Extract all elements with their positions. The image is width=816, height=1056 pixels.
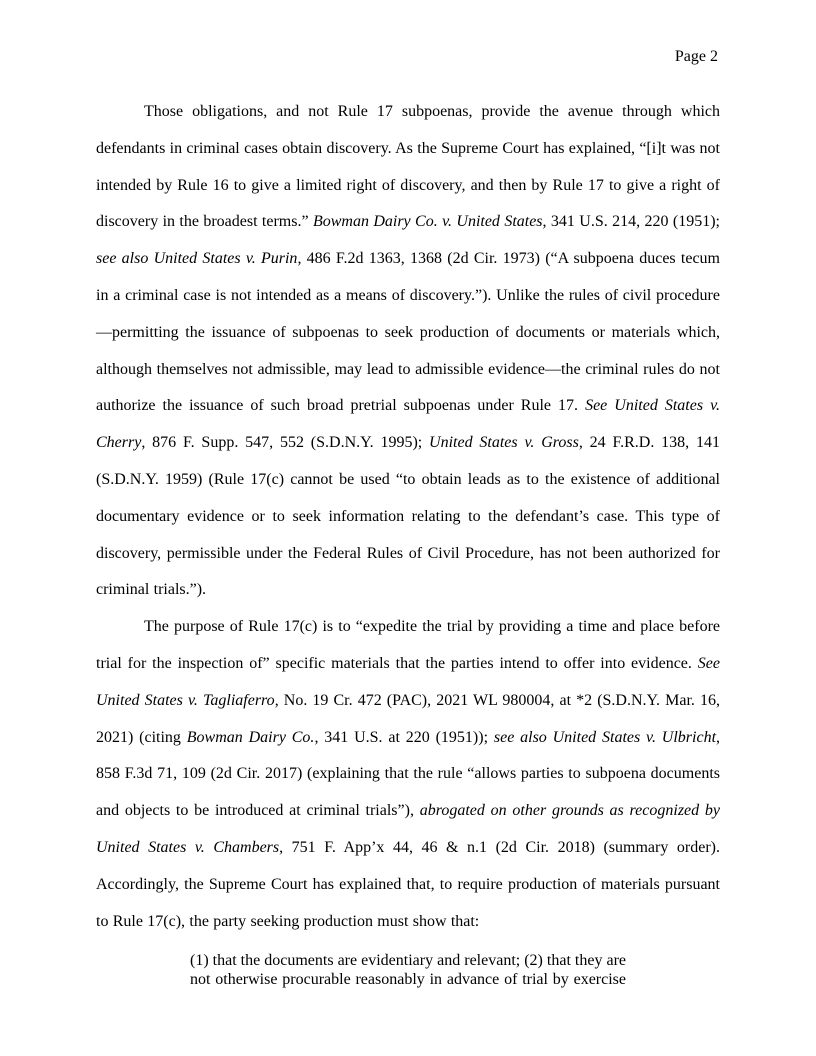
text-segment: see also United States v. Purin: [96, 250, 298, 268]
block-quote: [190, 952, 626, 989]
text-segment: , 24 F.R.D. 138, 141 (S.D.N.Y. 1959) (Rule 17(c) cannot be used “to obtain leads as to the existence of additional documentary evidence or to seek information relating to the defendant’s case. This type of discovery, permissible under the Federal Rules of Civil Procedure, has not been authorized for criminal trials.”).: [96, 434, 720, 599]
document-body: [96, 94, 720, 989]
text-segment: , 858 F.3d 71, 109 (2d Cir. 2017) (explaining that the rule “allows parties to subpoena documents and objects to be introduced at criminal trials”),: [96, 728, 721, 820]
text-segment: , 341 U.S. 214, 220 (1951);: [542, 213, 721, 231]
quote-line: (1) that the documents are evidentiary and relevant; (2) that they are: [190, 952, 626, 970]
quote-line: not otherwise procurable reasonably in advance of trial by exercise: [190, 970, 626, 988]
text-segment: , 341 U.S. at 220 (1951));: [314, 728, 494, 746]
text-segment: abrogated on other grounds as recognized by United States v. Chambers: [96, 802, 721, 856]
text-segment: United States v. Gross: [429, 434, 579, 452]
page-number: Page 2: [674, 48, 718, 65]
paragraph: [96, 94, 720, 609]
text-segment: Bowman Dairy Co.: [186, 728, 315, 746]
text-segment: The purpose of Rule 17(c) is to “expedite the trial by providing a time and place before trial for the inspection of” specific materials that the parties intend to offer into evidence.: [96, 618, 720, 672]
paragraphs-container: [96, 94, 720, 940]
text-segment: See United States v. Tagliaferro: [96, 654, 720, 709]
paragraph: [96, 609, 720, 940]
text-segment: , 876 F. Supp. 547, 552 (S.D.N.Y. 1995);: [141, 434, 430, 452]
text-segment: , No. 19 Cr. 472 (PAC), 2021 WL 980004, at *2 (S.D.N.Y. Mar. 16, 2021) (citing: [96, 691, 720, 746]
text-segment: , 486 F.2d 1363, 1368 (2d Cir. 1973) (“A subpoena duces tecum in a criminal case is not intended as a means of discovery.”). Unlike the rules of civil procedure—permitting the issuance of subpoenas to seek production of documents or materials which, although themselves not admissible, may lead to admissible evidence—the criminal rules do not authorize the issuance of such broad pretrial subpoenas under Rule 17.: [96, 250, 720, 415]
text-segment: Bowman Dairy Co. v. United States: [312, 213, 543, 231]
text-segment: see also United States v. Ulbricht: [493, 728, 717, 746]
text-segment: Those obligations, and not Rule 17 subpoenas, provide the avenue through which defendants in criminal cases obtain discovery. As the Supreme Court has explained, “[i]t was not intended by Rule 16 to give a limited right of discovery, and then by Rule 17 to give a right of discovery in the broadest terms.”: [96, 103, 720, 231]
text-segment: , 751 F. App’x 44, 46 & n.1 (2d Cir. 2018) (summary order). Accordingly, the Supreme Court has explained that, to require production of materials pursuant to Rule 17(c), the party seeking production must show that:: [96, 838, 720, 930]
text-segment: See United States v. Cherry: [96, 397, 720, 452]
